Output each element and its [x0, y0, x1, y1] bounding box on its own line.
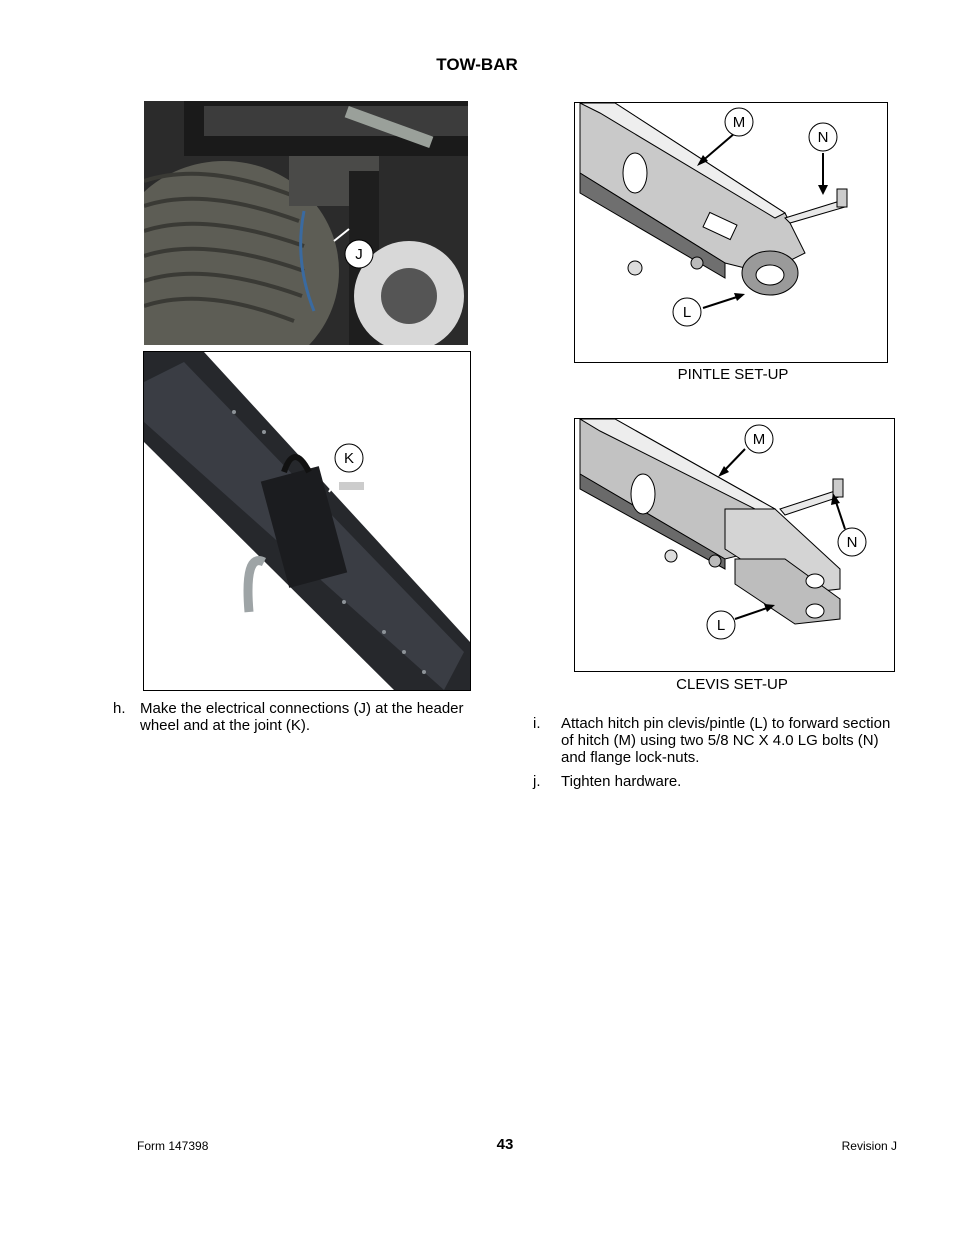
callout-n-label: N — [846, 534, 858, 551]
step-j — [533, 773, 905, 793]
clevis-caption: CLEVIS SET-UP — [676, 676, 788, 693]
callout-l-label: L — [682, 304, 692, 321]
pintle-setup-diagram — [574, 102, 888, 363]
step-h — [113, 700, 488, 740]
page-number: 43 — [496, 1136, 514, 1153]
callout-n-label: N — [817, 129, 829, 146]
footer-form-number: Form 147398 — [137, 1139, 209, 1153]
step-j-text: Tighten hardware. — [561, 773, 682, 790]
pintle-caption: PINTLE SET-UP — [677, 366, 789, 383]
callout-m-label: M — [752, 431, 766, 448]
step-i-text: Attach hitch pin clevis/pintle (L) to forward section of hitch (M) using two 5/8 NC X 4.0 LG bolts (N) and flange lock-nuts. — [561, 715, 891, 766]
callout-l-label: L — [716, 617, 726, 634]
page-title: TOW-BAR — [436, 55, 518, 74]
step-i — [533, 715, 905, 770]
step-h-text: Make the electrical connections (J) at the header wheel and at the joint (K). — [140, 700, 464, 734]
step-h-label: h. — [113, 700, 126, 717]
clevis-setup-diagram — [574, 418, 895, 672]
footer-revision: Revision J — [841, 1139, 897, 1153]
callout-m-label: M — [732, 114, 746, 131]
callout-j-label: J — [355, 246, 363, 263]
callout-k-label: K — [343, 450, 355, 467]
wheel-electrical-photo — [144, 101, 468, 345]
step-i-label: i. — [533, 715, 541, 732]
joint-electrical-photo — [143, 351, 471, 691]
step-j-label: j. — [533, 773, 541, 790]
